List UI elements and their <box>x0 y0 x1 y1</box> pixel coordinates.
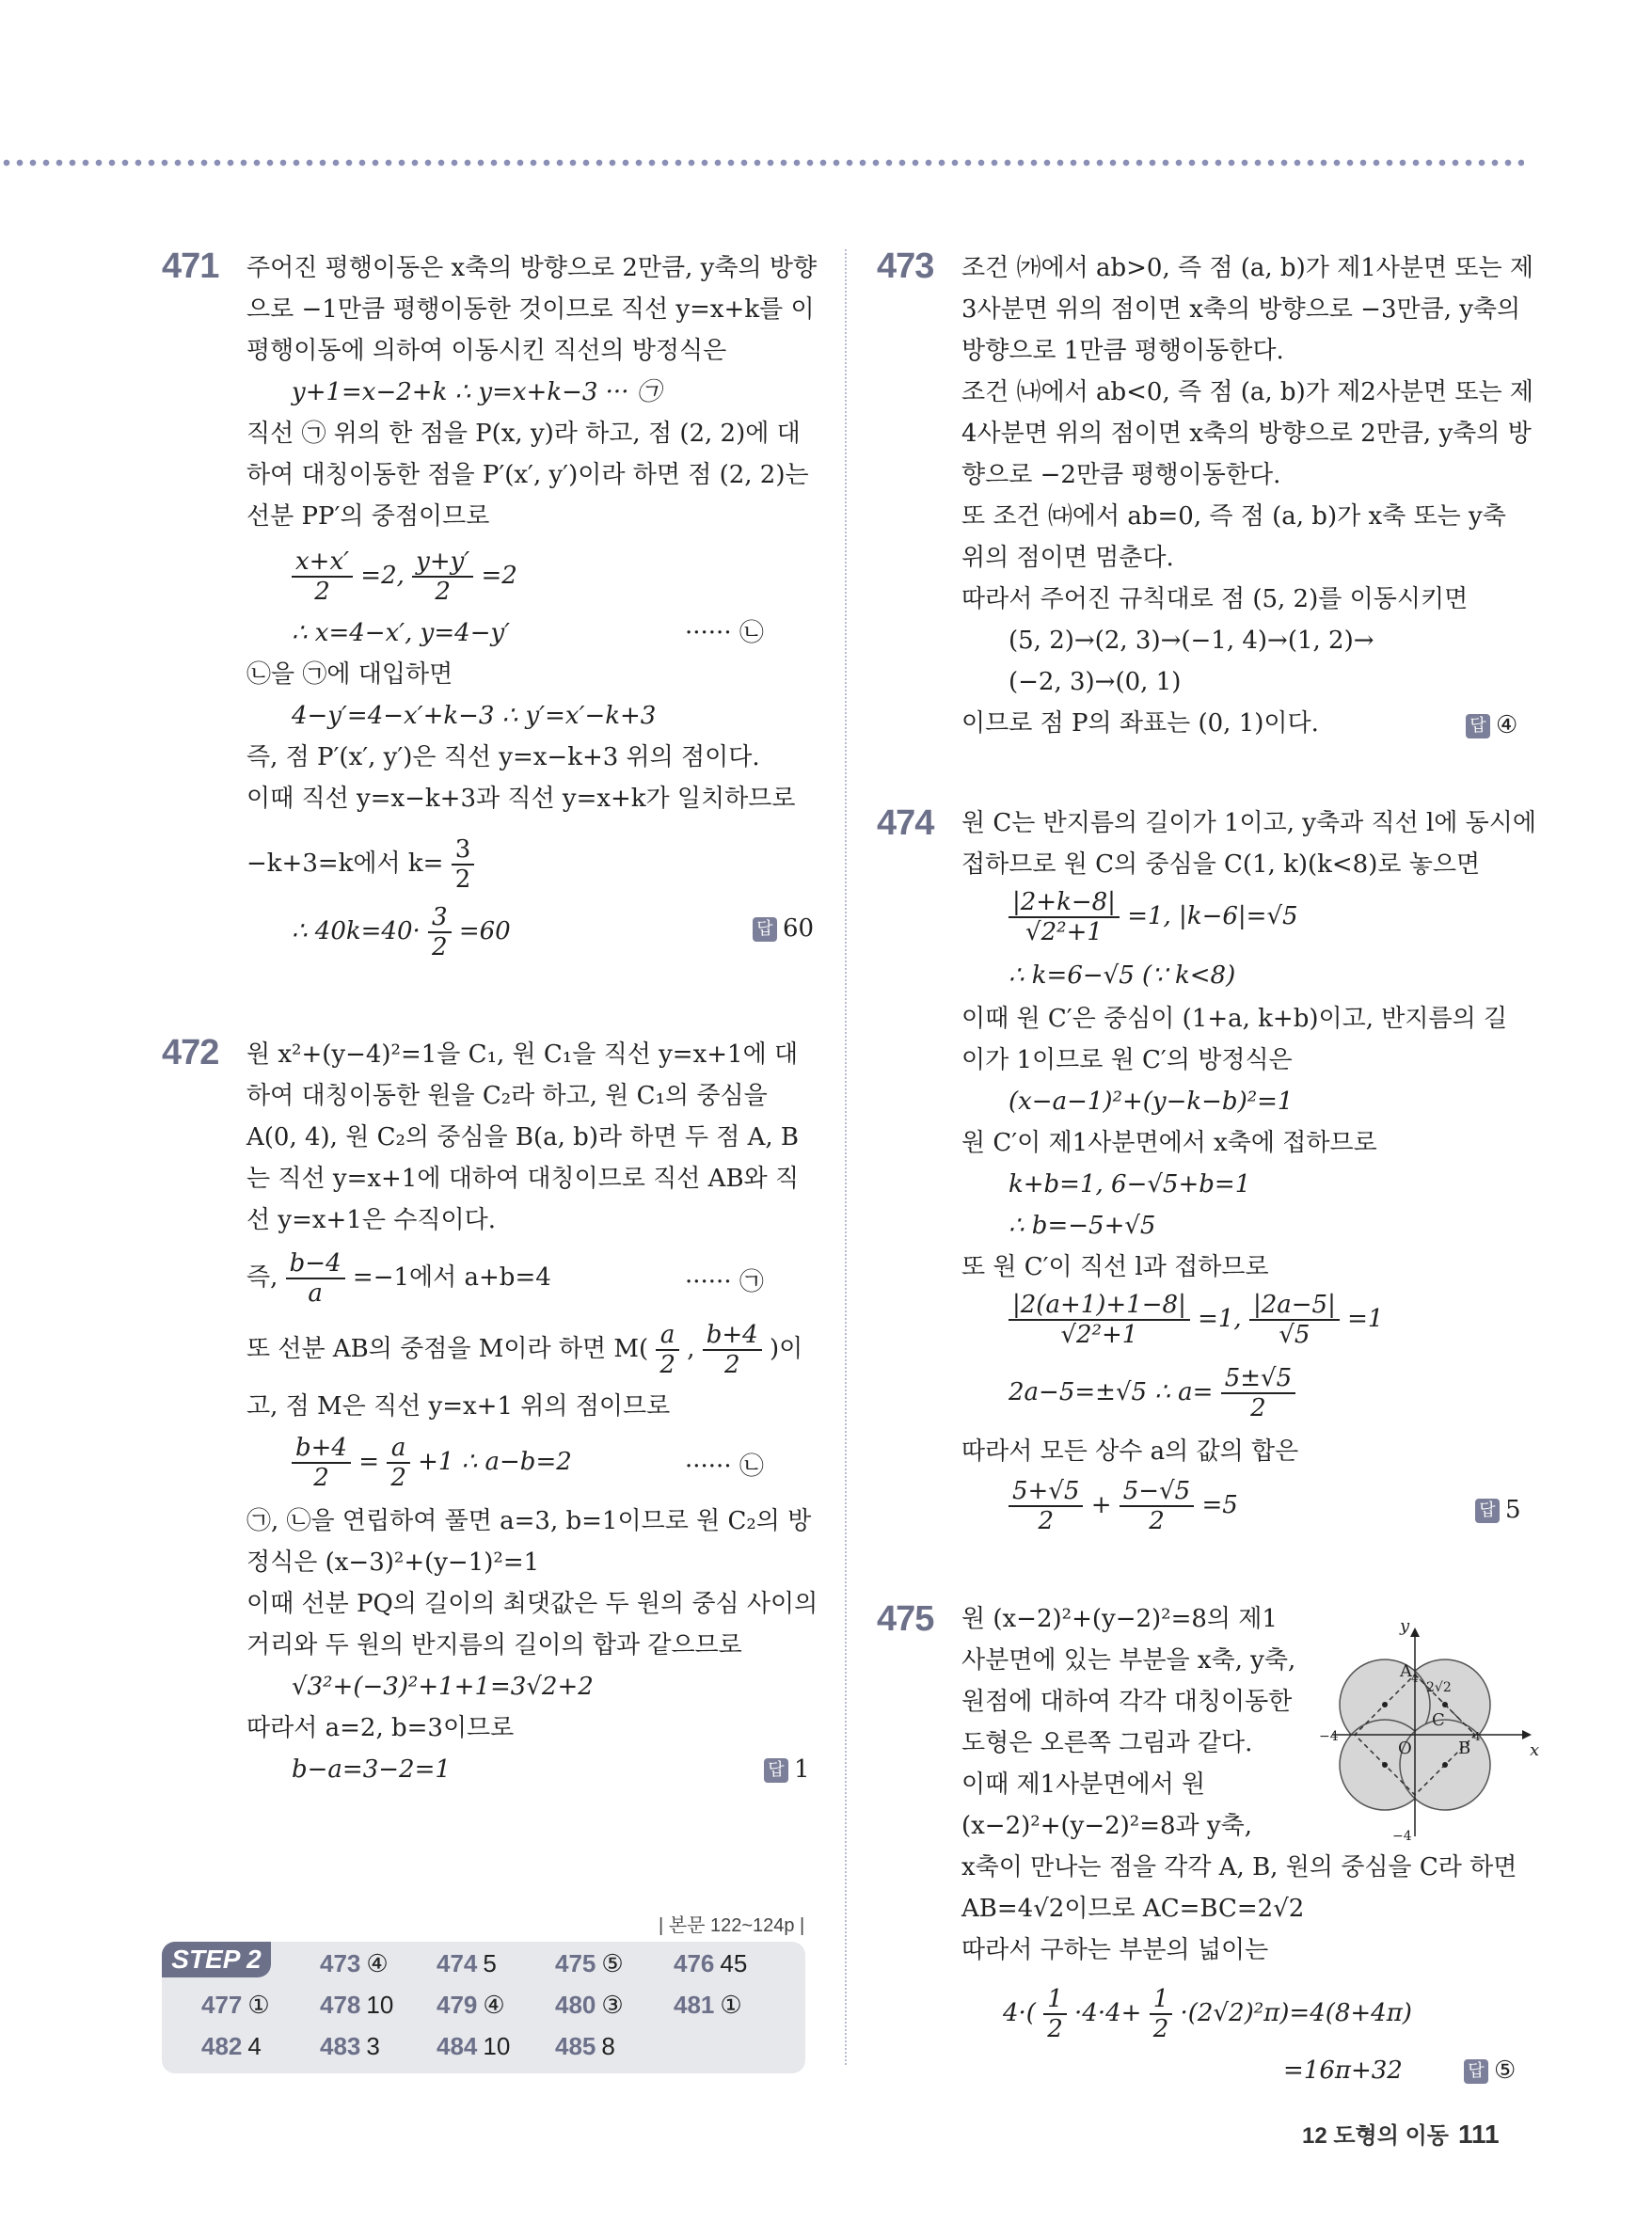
radius-label: 2√2 <box>1426 1680 1452 1695</box>
text-line: 이때 제1사분면에서 원 <box>961 1770 1206 1799</box>
answer-icon: 답 <box>1475 1499 1500 1523</box>
y-label: y <box>1400 1618 1410 1636</box>
equation-line: =16π+32 <box>1283 2056 1403 2085</box>
answer-item: 479 ④ <box>437 1991 505 2019</box>
point-c-label: C <box>1432 1710 1445 1730</box>
problem-number: 471 <box>162 246 219 286</box>
center-q3 <box>1382 1762 1388 1768</box>
page-number: 111 <box>1457 2120 1500 2149</box>
answer-item: 483 3 <box>320 2032 380 2060</box>
text-line: 선분 PP′의 중점이므로 <box>246 502 490 531</box>
answer: 답 ④ <box>1466 711 1517 739</box>
b-coord: 4 <box>1473 1730 1481 1743</box>
answer-item: 484 10 <box>437 2032 511 2060</box>
text-line: 위의 점이면 멈춘다. <box>961 544 1174 572</box>
fraction: $\frac{3}{2}$ <box>452 837 475 892</box>
textbook-page-reference: | 본문 122~124p | <box>659 1915 805 1936</box>
equation-line: y+1=x−2+k ∴ y=x+k−3 ··· ㉠ <box>292 378 661 406</box>
answer-icon: 답 <box>1466 714 1490 738</box>
fraction: $\frac{5-√5}{2}$ <box>1120 1479 1194 1533</box>
text-line: 원 C는 반지름의 길이가 1이고, y축과 직선 l에 동시에 <box>961 809 1537 837</box>
fraction: $\frac{|2+k-8|}{\text{√2²+1}}$ <box>1009 890 1120 945</box>
text-line: 원점에 대하여 각각 대칭이동한 <box>961 1688 1293 1716</box>
answer-item: 476 45 <box>674 1949 748 1977</box>
problem-number: 475 <box>877 1599 934 1639</box>
answer: 답 ⑤ <box>1464 2056 1516 2085</box>
text-line: 즉, 점 P′(x′, y′)은 직선 y=x−k+3 위의 점이다. <box>246 743 760 771</box>
text-line: 직선 ㉠ 위의 한 점을 P(x, y)라 하고, 점 (2, 2)에 대 <box>246 420 801 448</box>
top-dotted-rule <box>0 158 1524 167</box>
text-line: 접하므로 원 C의 중심을 C(1, k)(k<8)로 놓으면 <box>961 850 1481 879</box>
point-b-label: B <box>1458 1739 1471 1758</box>
answer-item: 480 ③ <box>555 1991 624 2019</box>
text-line: 선 y=x+1은 수직이다. <box>246 1206 496 1234</box>
equation-line: $\frac{x+x'}{2}$ =2, $\frac{y+y'}{2}$ =2 <box>292 549 517 604</box>
text-line: 원 C′이 제1사분면에서 x축에 접하므로 <box>961 1129 1377 1157</box>
answer-icon: 답 <box>764 1758 788 1783</box>
equation-line: (−2, 3)→(0, 1) <box>1009 668 1182 696</box>
text-line: 정식은 (x−3)²+(y−1)²=1 <box>246 1548 540 1577</box>
answer: 답 60 <box>753 914 814 943</box>
fraction: $\frac{1}{2}$ <box>1043 1987 1067 2041</box>
text-line: 이때 직선 y=x−k+3과 직선 y=x+k가 일치하므로 <box>246 785 796 813</box>
text-line: AB=4√2이므로 AC=BC=2√2 <box>961 1895 1305 1923</box>
text-line: (x−2)²+(y−2)²=8과 y축, <box>961 1812 1252 1840</box>
answer-item: 473 ④ <box>320 1949 389 1977</box>
chapter-title: 12 도형의 이동 <box>1302 2123 1449 2149</box>
x-axis-arrow <box>1522 1730 1532 1739</box>
text-line: 따라서 모든 상수 a의 값의 합은 <box>961 1437 1299 1466</box>
text-line: 주어진 평행이동은 x축의 방향으로 2만큼, y축의 방향 <box>246 254 818 282</box>
text-line: 4사분면 위의 점이면 x축의 방향으로 2만큼, y축의 방 <box>961 420 1532 448</box>
text-line: 향으로 −2만큼 평행이동한다. <box>961 461 1281 489</box>
equation-line: (5, 2)→(2, 3)→(−1, 4)→(1, 2)→ <box>1009 627 1374 655</box>
neg4-y-label: −4 <box>1392 1829 1412 1844</box>
equation-line: 2a−5=±√5 ∴ a= $\frac{5\pm√5}{2}$ <box>1009 1366 1295 1421</box>
problem-number: 474 <box>877 803 934 843</box>
answer-item: 477 ① <box>201 1991 270 2019</box>
a-coord: 4 <box>1411 1672 1419 1685</box>
equation-line: √3²+(−3)²+1+1=3√2+2 <box>292 1673 594 1701</box>
fraction: $\frac{5+√5}{2}$ <box>1009 1479 1083 1533</box>
text-line: x축이 만나는 점을 각각 A, B, 원의 중심을 C라 하면 <box>961 1853 1517 1882</box>
text-line: 사분면에 있는 부분을 x축, y축, <box>961 1646 1296 1675</box>
fraction: $\frac{a}{2}$ <box>387 1436 410 1490</box>
fraction: $\frac{1}{2}$ <box>1150 1987 1173 2041</box>
text-line: 따라서 주어진 규칙대로 점 (5, 2)를 이동시키면 <box>961 585 1469 613</box>
text-line: 따라서 a=2, b=3이므로 <box>246 1714 515 1742</box>
text-line: 또 원 C′이 직선 l과 접하므로 <box>961 1253 1269 1281</box>
equation-line: −k+3=k에서 k= $\frac{3}{2}$ <box>246 837 474 892</box>
equation-line: 4−y′=4−x′+k−3 ∴ y′=x′−k+3 <box>292 702 657 730</box>
fraction: $\frac{x+x'}{2}$ <box>292 549 353 604</box>
text-line: 원 x²+(y−4)²=1을 C₁, 원 C₁을 직선 y=x+1에 대 <box>246 1040 799 1069</box>
text-line: 이가 1이므로 원 C′의 방정식은 <box>961 1046 1293 1074</box>
center-c <box>1442 1702 1448 1707</box>
text-line: 하여 대칭이동한 점을 P′(x′, y′)이라 하면 점 (2, 2)는 <box>246 461 809 489</box>
text-line: ㉠, ㉡을 연립하여 풀면 a=3, b=1이므로 원 C₂의 방 <box>246 1507 812 1535</box>
text-line: A(0, 4), 원 C₂의 중심을 B(a, b)라 하면 두 점 A, B <box>246 1123 800 1151</box>
text-line: 조건 ㈏에서 ab<0, 즉 점 (a, b)가 제2사분면 또는 제 <box>961 378 1533 406</box>
equation-line: ∴ b=−5+√5 <box>1009 1212 1156 1240</box>
equation-tag: ······ ㉠ <box>685 1268 764 1296</box>
equation-line: ∴ k=6−√5 (∵ k<8) <box>1009 961 1236 990</box>
equation-line: $\frac{|2(a+1)+1-8|}{\text{√2²+1}}$ =1, $\frac{|2a-5|}{√5}$ =1 <box>1009 1293 1383 1347</box>
answer-icon: 답 <box>753 917 777 942</box>
center-q2 <box>1382 1702 1388 1707</box>
text-line: 따라서 구하는 부분의 넓이는 <box>961 1936 1269 1964</box>
x-label: x <box>1530 1740 1539 1760</box>
text-line: 방향으로 1만큼 평행이동한다. <box>961 337 1284 365</box>
fraction: $\frac{5\pm√5}{2}$ <box>1221 1366 1295 1421</box>
equation-tag: ······ ㉡ <box>685 1453 764 1481</box>
answer: 답 1 <box>764 1755 810 1784</box>
equation-line: ∴ 40k=40· $\frac{3}{2}$ =60 <box>292 903 511 961</box>
fraction: $\frac{3}{2}$ <box>428 905 452 960</box>
text-line: 이때 원 C′은 중심이 (1+a, k+b)이고, 반지름의 길 <box>961 1005 1508 1033</box>
step-badge: STEP 2 <box>162 1942 271 1977</box>
answer: 답 5 <box>1475 1496 1521 1524</box>
text-line: 이므로 점 P의 좌표는 (0, 1)이다. <box>961 709 1319 738</box>
text-line: 거리와 두 원의 반지름의 길이의 합과 같으므로 <box>246 1631 742 1659</box>
problem-number: 473 <box>877 246 934 286</box>
answer-item: 478 10 <box>320 1991 394 2019</box>
answer-item: 481 ① <box>674 1991 742 2019</box>
equation-line: $\frac{|2+k-8|}{\text{√2²+1}}$ =1, |k−6|=√5 <box>1009 890 1298 945</box>
equation-line: $\frac{b+4}{2}$ = $\frac{a}{2}$ +1 ∴ a−b=2 <box>292 1436 572 1490</box>
y-axis-arrow <box>1410 1628 1420 1637</box>
page-footer <box>1302 2117 1500 2150</box>
equation-line: k+b=1, 6−√5+b=1 <box>1009 1170 1251 1199</box>
text-line: 도형은 오른쪽 그림과 같다. <box>961 1729 1253 1757</box>
fraction: $\frac{|2a-5|}{√5}$ <box>1249 1293 1340 1347</box>
four-circles-figure <box>1313 1618 1539 1844</box>
text-line: 이때 선분 PQ의 길이의 최댓값은 두 원의 중심 사이의 <box>246 1590 818 1618</box>
text-line: ㉡을 ㉠에 대입하면 <box>246 660 453 689</box>
step2-answer-key <box>162 1942 805 2073</box>
origin-label: O <box>1398 1739 1412 1758</box>
problem-number: 472 <box>162 1033 219 1072</box>
center-q4 <box>1442 1762 1448 1768</box>
fraction: $\frac{|2(a+1)+1-8|}{\text{√2²+1}}$ <box>1009 1293 1190 1347</box>
answer-item: 482 4 <box>201 2032 262 2060</box>
answer-item: 474 5 <box>437 1949 497 1977</box>
text-line: 원 (x−2)²+(y−2)²=8의 제1 <box>961 1605 1278 1633</box>
equation-line: ∴ x=4−x′, y=4−y′ <box>292 619 511 647</box>
equation-line: (x−a−1)²+(y−k−b)²=1 <box>1009 1088 1294 1116</box>
equation-tag: ······ ㉡ <box>685 619 764 647</box>
text-line: 평행이동에 의하여 이동시킨 직선의 방정식은 <box>246 337 727 365</box>
text-line: 또 조건 ㈐에서 ab=0, 즉 점 (a, b)가 x축 또는 y축 <box>961 502 1506 531</box>
text-line: 는 직선 y=x+1에 대하여 대칭이므로 직선 AB와 직 <box>246 1165 800 1193</box>
text-line: 으로 −1만큼 평행이동한 것이므로 직선 y=x+k를 이 <box>246 295 815 324</box>
equation-line: 즉, $\frac{b-4}{a}$ =−1에서 a+b=4 <box>246 1249 551 1308</box>
answer-item: 485 8 <box>555 2032 615 2060</box>
text-line: 조건 ㈎에서 ab>0, 즉 점 (a, b)가 제1사분면 또는 제 <box>961 254 1533 282</box>
fraction: $\frac{b-4}{a}$ <box>286 1251 345 1306</box>
equation-line: 또 선분 AB의 중점을 M이라 하면 M( $\frac{a}{2}$ , $\frac{b+4}{2}$ )이 <box>246 1321 803 1379</box>
equation-line: b−a=3−2=1 <box>292 1755 451 1784</box>
fraction: $\frac{y+y'}{2}$ <box>412 549 473 604</box>
neg4-x-label: −4 <box>1319 1729 1339 1744</box>
fraction: $\frac{b+4}{2}$ <box>292 1436 351 1490</box>
fraction: $\frac{b+4}{2}$ <box>703 1323 762 1377</box>
text-line: 고, 점 M은 직선 y=x+1 위의 점이므로 <box>246 1392 671 1421</box>
point-a-label: A <box>1400 1661 1412 1681</box>
answer-item: 475 ⑤ <box>555 1949 624 1977</box>
column-divider <box>845 249 847 2065</box>
equation-line: $\frac{5+√5}{2}$ + $\frac{5-√5}{2}$ =5 <box>1009 1479 1238 1533</box>
fraction: $\frac{a}{2}$ <box>656 1323 679 1377</box>
answer-icon: 답 <box>1464 2059 1488 2084</box>
text-line: 하여 대칭이동한 원을 C₂라 하고, 원 C₁의 중심을 <box>246 1082 768 1110</box>
equation-line: 4·( $\frac{1}{2}$ ·4·4+ $\frac{1}{2}$ ·(2√2)²π)=4(8+4π) <box>1003 1985 1412 2043</box>
text-line: 3사분면 위의 점이면 x축의 방향으로 −3만큼, y축의 <box>961 295 1521 324</box>
